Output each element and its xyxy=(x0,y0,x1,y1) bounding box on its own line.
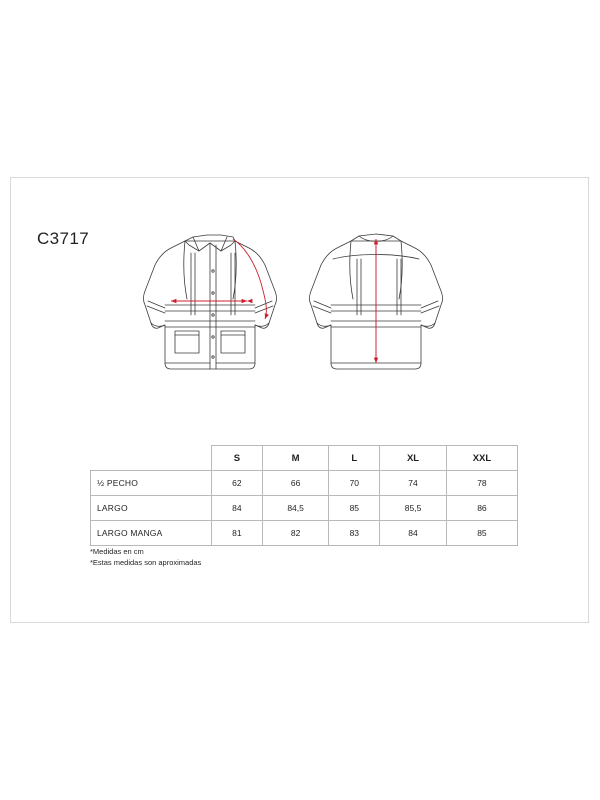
sleeve-length-measure-arrow xyxy=(233,239,266,319)
cell-pecho-l: 70 xyxy=(329,471,380,496)
row-label-pecho: ½ PECHO xyxy=(91,471,212,496)
size-header-xxl: XXL xyxy=(446,446,517,471)
table-row xyxy=(91,521,518,546)
table-row xyxy=(91,496,518,521)
cell-manga-m: 82 xyxy=(262,521,329,546)
cell-pecho-s: 62 xyxy=(212,471,263,496)
cell-largo-s: 84 xyxy=(212,496,263,521)
cell-largo-l: 85 xyxy=(329,496,380,521)
size-table-container xyxy=(90,445,518,546)
cell-largo-xl: 85,5 xyxy=(380,496,447,521)
note-approx: *Estas medidas son aproximadas xyxy=(90,558,202,567)
cell-manga-xl: 84 xyxy=(380,521,447,546)
jacket-front-technical-drawing xyxy=(144,235,277,369)
note-units: *Medidas en cm xyxy=(90,547,144,556)
size-header-xl: XL xyxy=(380,446,447,471)
content-frame xyxy=(10,177,589,623)
cell-manga-xxl: 85 xyxy=(446,521,517,546)
size-header-l: L xyxy=(329,446,380,471)
row-label-largo: LARGO xyxy=(91,496,212,521)
notes-block xyxy=(90,546,201,568)
cell-pecho-m: 66 xyxy=(262,471,329,496)
size-table xyxy=(90,445,518,546)
table-row xyxy=(91,471,518,496)
cell-pecho-xl: 74 xyxy=(380,471,447,496)
size-header-s: S xyxy=(212,446,263,471)
cell-manga-s: 81 xyxy=(212,521,263,546)
product-code: C3717 xyxy=(37,229,90,248)
size-header-m: M xyxy=(262,446,329,471)
row-label-largo-manga: LARGO MANGA xyxy=(91,521,212,546)
cell-manga-l: 83 xyxy=(329,521,380,546)
cell-largo-xxl: 86 xyxy=(446,496,517,521)
cell-largo-m: 84,5 xyxy=(262,496,329,521)
table-corner-cell xyxy=(91,446,212,471)
cell-pecho-xxl: 78 xyxy=(446,471,517,496)
table-header-row xyxy=(91,446,518,471)
technical-drawings xyxy=(121,213,481,413)
